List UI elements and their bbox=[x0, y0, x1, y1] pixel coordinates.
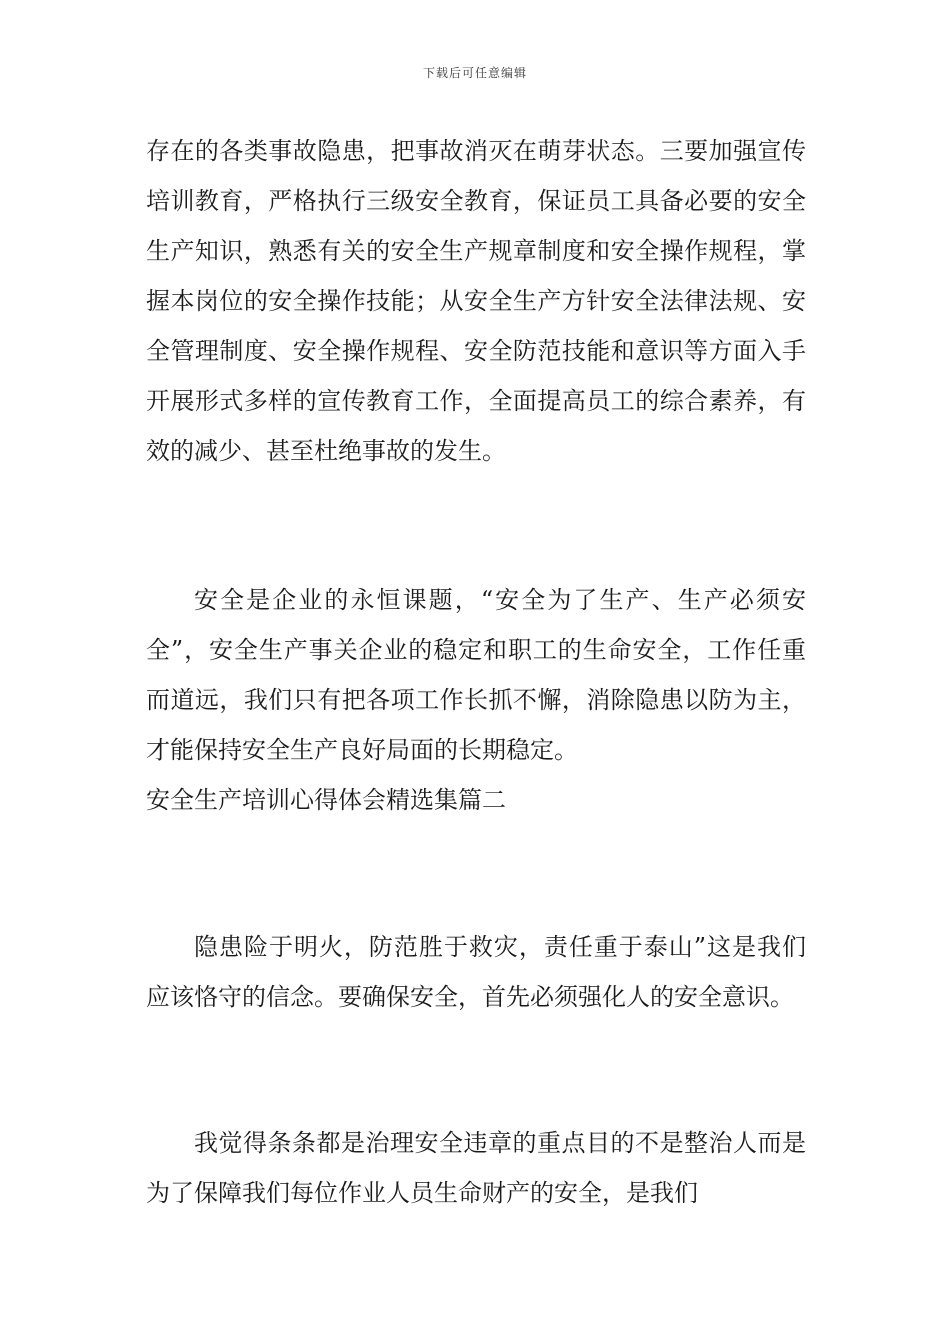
paragraph-2: 安全是企业的永恒课题，“安全为了生产、生产必须安全”，安全生产事关企业的稳定和职工的生命安全，工作任重而道远，我们只有把各项工作长抓不懈，消除隐患以防为主，才能保持安全生产良好局面的长期稳定。 bbox=[146, 586, 806, 764]
paragraph-3: 隐患险于明火，防范胜于救灾，责任重于泰山”这是我们应该恪守的信念。要确保安全，首先必须强化人的安全意识。 bbox=[146, 933, 806, 1011]
section-heading: 安全生产培训心得体会精选集篇二 bbox=[146, 786, 506, 814]
paragraph-4: 我觉得条条都是治理安全违章的重点目的不是整治人而是为了保障我们每位作业人员生命财产的安全，是我们 bbox=[146, 1129, 806, 1207]
header-note: 下载后可任意编辑 bbox=[422, 66, 527, 80]
paragraph-1: 存在的各类事故隐患，把事故消灭在萌芽状态。三要加强宣传培训教育，严格执行三级安全教育，保证员工具备必要的安全生产知识，熟悉有关的安全生产规章制度和安全操作规程，掌握本岗位的安全操作技能；从安全生产方针安全法律法规、安全管理制度、安全操作规程、安全防范技能和意识等方面入手开展形式多样的宣传教育工作，全面提高员工的综合素养，有效的减少、甚至杜绝事故的发生。 bbox=[146, 137, 806, 465]
